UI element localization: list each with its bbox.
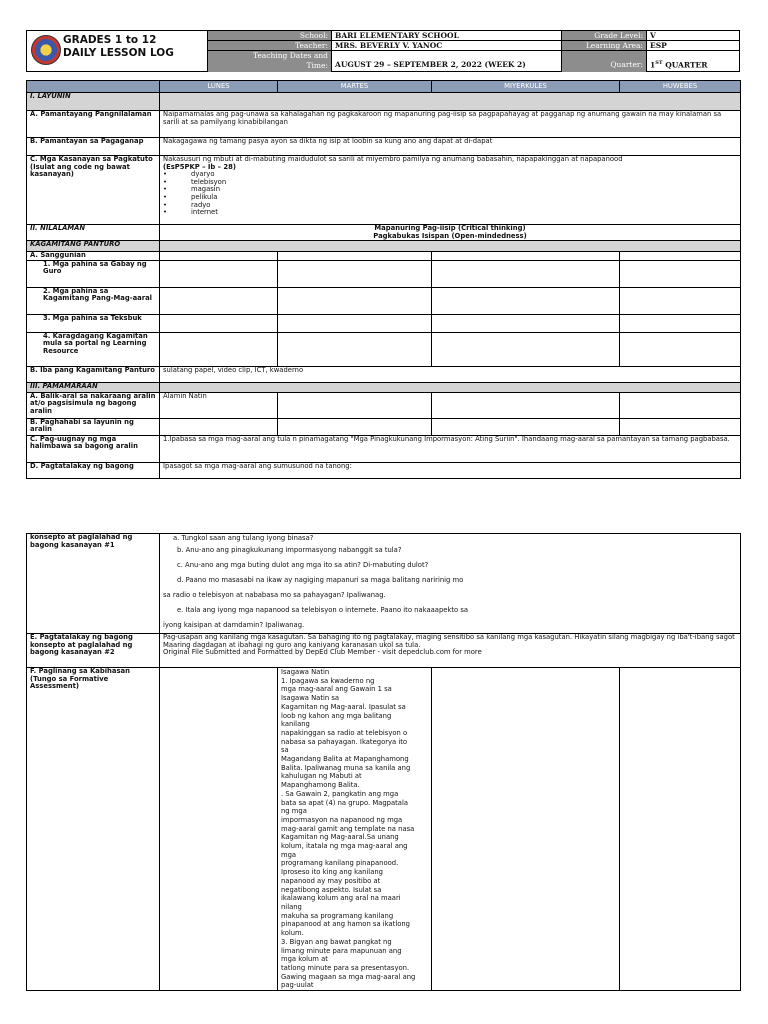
learning-area-value: ESP xyxy=(650,41,667,50)
header-title xyxy=(63,34,174,60)
row-teksbuk xyxy=(27,314,741,332)
row-nilalaman xyxy=(27,225,741,241)
f-line: kolum. xyxy=(281,929,304,938)
cell xyxy=(620,332,741,366)
f-line: Mapanghamong Balita. xyxy=(281,781,360,790)
list-item: • radyo xyxy=(163,202,737,210)
header-title-line1: GRADES 1 to 12 xyxy=(63,34,157,46)
section-layunin xyxy=(27,93,741,111)
cell xyxy=(620,260,741,287)
row-iba-pang-kagamitan xyxy=(27,366,741,382)
section-layunin-label: I. LAYUNIN xyxy=(27,93,160,111)
cell xyxy=(432,418,620,435)
row-c-content xyxy=(160,156,741,225)
day-martes: MARTES xyxy=(278,81,432,93)
f-line: sa xyxy=(281,746,289,755)
e-content xyxy=(160,634,741,668)
row-pamantayang-pangnilalaman xyxy=(27,111,741,138)
f-line: kanilang xyxy=(281,720,310,729)
row-gabay-guro xyxy=(27,260,741,287)
corner-cell xyxy=(27,81,160,93)
header-info-grid xyxy=(208,30,740,72)
f-line: Isagawa Natin sa xyxy=(281,694,340,703)
row-pamamaraan xyxy=(27,382,741,392)
cell xyxy=(160,252,278,261)
f-line: . Sa Gawain 2, pangkatin ang mga xyxy=(281,789,399,798)
row-a-label: A. Pamantayang Pangnilalaman xyxy=(27,111,160,138)
cell xyxy=(160,332,278,366)
f-line: Iproseso ito king ang kanilang xyxy=(281,868,383,877)
section-kagamitang-label: KAGAMITANG PANTURO xyxy=(27,241,160,252)
sanggunian-label: A. Sanggunian xyxy=(27,252,160,261)
quarter-label: Quarter: xyxy=(562,51,647,72)
media-list xyxy=(163,171,737,217)
cell xyxy=(278,418,432,435)
cell xyxy=(278,287,432,314)
f-line: kahulugan ng Mabuti at xyxy=(281,772,362,781)
teacher-value: MRS. BEVERLY V. YANOC xyxy=(332,41,562,50)
row-b-text: Nakagagawa ng tamang pasya ayon sa dikta ng isip at loobin sa kung ano ang dapat at di-dapat xyxy=(160,138,741,156)
learning-area-label: Learning Area: xyxy=(562,41,647,50)
quarter-value xyxy=(647,51,740,72)
lesson-log-header xyxy=(26,30,740,72)
row-pagtatalakay-1 xyxy=(27,462,741,478)
grade-level-value: V xyxy=(650,31,656,40)
section-nilalaman-label: II. NILALAMAN xyxy=(27,225,160,241)
pc-label: C. Pag-uugnay ng mga halimbawa sa bagong aralin xyxy=(27,435,160,462)
f-label: F. Paglinang sa Kabihasan (Tungo sa Formative Assessment) xyxy=(27,668,160,991)
cell xyxy=(620,314,741,332)
row-pagtatalakay-1-cont xyxy=(27,534,741,634)
list-item: • magasin xyxy=(163,186,737,194)
day-huwebes: HUWEBES xyxy=(620,81,741,93)
cell xyxy=(278,252,432,261)
list-item: • internet xyxy=(163,209,737,217)
row-paghahabi xyxy=(27,418,741,435)
pa-text: Alamin Natin xyxy=(160,392,278,418)
quarter-text: QUARTER xyxy=(665,60,708,70)
f-line: tatlong minute para sa presentasyon. xyxy=(281,963,410,972)
f-line: limang minute para mapunuan ang xyxy=(281,946,402,955)
row-c-code: (EsP5PKP – Ib – 28) xyxy=(163,162,236,171)
day-miyerkules: MIYERKULES xyxy=(432,81,620,93)
f-content xyxy=(278,668,432,991)
school-label: School: xyxy=(208,31,332,40)
cell xyxy=(160,314,278,332)
cell xyxy=(432,392,620,418)
nilalaman-line1: Mapanuring Pag-iisip (Critical thinking) xyxy=(374,224,526,232)
row-b-label: B. Pamantayan sa Pagaganap xyxy=(27,138,160,156)
cell xyxy=(278,332,432,366)
f-line: 3. Bigyan ang bawat pangkat ng xyxy=(281,937,392,946)
list-item: • pelikula xyxy=(163,194,737,202)
f-line: napanood ay may positibo at xyxy=(281,876,381,885)
teaching-dates-label-line2: Time: xyxy=(306,61,328,70)
row-c-label: C. Mga Kasanayan sa Pagkatuto (Isulat ang code ng bawat kasanayan) xyxy=(27,156,160,225)
cell xyxy=(278,260,432,287)
cell xyxy=(620,392,741,418)
cell xyxy=(432,332,620,366)
header-title-line2: DAILY LESSON LOG xyxy=(63,47,174,59)
lesson-plan-table-page2 xyxy=(26,533,741,991)
f-line: Kagamitan ng Mag-aaral. Ipasulat sa xyxy=(281,702,406,711)
question-a: a. Tungkol saan ang tulang iyong binasa? xyxy=(173,534,314,542)
f-line: ikalawang kolum ang aral na maari xyxy=(281,894,401,903)
cell xyxy=(620,252,741,261)
f-line: ng mga xyxy=(281,807,307,816)
quarter-number: 1 xyxy=(650,60,656,70)
f-line: kolum, itatala ng mga mag-aaral ang xyxy=(281,842,408,851)
f-line: napakinggan sa radio at telebisyon o xyxy=(281,728,408,737)
pc-text: 1.Ipabasa sa mga mag-aaral ang tula n pinamagatang "Mga Pinagkukunang Impormasyon: Ating Suriin". Ihandaang mag-aaral sa pamantayan sa tamang pagbabasa. xyxy=(160,435,741,462)
s2-label: 2. Mga pahina sa Kagamitang Pang-Mag-aaral xyxy=(27,287,160,314)
f-line: makuha sa programang kanilang xyxy=(281,911,394,920)
section-layunin-fill xyxy=(160,93,741,111)
e-text: Pag-usapan ang kanilang mga kasagutan. Sa bahaging ito ng pagtalakay, maging sensitibo sa kanilang mga kasagutan. Hikayatin silang magbigay ng iba't-ibang sagot Maaring dagdagan at ibahagi ng guro ang kaniyang karanasan ukol sa tula. xyxy=(163,633,735,649)
header-title-box xyxy=(26,30,208,72)
lesson-plan-table-page1 xyxy=(26,80,741,479)
pa-label: A. Balik-aral sa nakaraang aralin at/o pagsisimula ng bagong aralin xyxy=(27,392,160,418)
e-label: E. Pagtatalakay ng bagong konsepto at paglalahad ng bagong kasanayan #2 xyxy=(27,634,160,668)
cell xyxy=(432,260,620,287)
b2-label: B. Iba pang Kagamitang Panturo xyxy=(27,366,160,382)
question-d: d. Paano mo masasabi na ikaw ay nagiging mapanuri sa maga balitang naririnig mo xyxy=(177,576,464,584)
row-pagtatalakay-2 xyxy=(27,634,741,668)
row-sanggunian xyxy=(27,252,741,261)
list-item: • telebisyon xyxy=(163,179,737,187)
nilalaman-content xyxy=(160,225,741,241)
cell xyxy=(432,287,620,314)
cell xyxy=(278,314,432,332)
teacher-label: Teacher: xyxy=(208,41,332,50)
f-line: nabasa sa pahayagan. Ikategorya ito xyxy=(281,737,408,746)
cell xyxy=(432,668,620,991)
pd-label: D. Pagtatalakay ng bagong xyxy=(27,462,160,478)
f-line: mga kolum at xyxy=(281,955,328,964)
row-balik-aral xyxy=(27,392,741,418)
row-kagamitang-mag-aaral xyxy=(27,287,741,314)
cell xyxy=(620,287,741,314)
f-line: nilang xyxy=(281,902,302,911)
f-line: Magandang Balita at Mapanghamong xyxy=(281,755,409,764)
b2-text: sulatang papel, video clip, ICT, kwaderno xyxy=(160,366,741,382)
f-line: mga mag-aaral ang Gawain 1 sa xyxy=(281,685,392,694)
school-value: BARI ELEMENTARY SCHOOL xyxy=(332,31,562,40)
cell xyxy=(620,418,741,435)
row-paglinang xyxy=(27,668,741,991)
row-pamantayan-sa-pagaganap xyxy=(27,138,741,156)
f-line: Kagamitan ng Mag-aaral.Sa unang xyxy=(281,833,399,842)
question-e-cont: iyong kaisipan at damdamin? Ipaliwanag. xyxy=(163,621,305,629)
f-line: negatibong aspekto. Isulat sa xyxy=(281,885,382,894)
deped-seal-icon xyxy=(31,35,61,65)
section-pamamaraan-label: III. PAMAMARAAN xyxy=(27,382,160,392)
days-header-row xyxy=(27,81,741,93)
f-line: Isagawa Natin xyxy=(281,668,330,676)
f-line: programang kanilang pinapanood. xyxy=(281,859,399,868)
s4-label: 4. Karagdagang Kagamitan mula sa portal ng Learning Resource xyxy=(27,332,160,366)
section-pamamaraan-fill xyxy=(160,382,741,392)
f-line: bata sa apat (4) na grupo. Magpatala xyxy=(281,798,409,807)
row-pag-uugnay xyxy=(27,435,741,462)
section-kagamitang-fill xyxy=(160,241,741,252)
f-line: impormasyon na napanood ng mga xyxy=(281,815,403,824)
f-line: pag-uulat xyxy=(281,981,314,990)
cell xyxy=(160,418,278,435)
question-e: e. Itala ang iyong mga napanood sa telebisyon o internete. Paano ito nakaaapekto sa xyxy=(177,606,469,614)
grade-level-label: Grade Level: xyxy=(562,31,647,40)
cell xyxy=(432,314,620,332)
teaching-dates-value: AUGUST 29 – SEPTEMBER 2, 2022 (WEEK 2) xyxy=(332,51,562,72)
day-lunes: LUNES xyxy=(160,81,278,93)
questions-cell xyxy=(160,534,741,634)
row-karagdagang-kagamitan xyxy=(27,332,741,366)
cell xyxy=(160,668,278,991)
teaching-dates-label xyxy=(208,51,332,72)
row-mga-kasanayan xyxy=(27,156,741,225)
row-a-text: Naipamamalas ang pag-unawa sa kahalagahan ng pagkakaroon ng mapanuring pag-iisip sa pagpapahayag at pagganap ng anumang gawain na may kinalaman sa sarili at sa pamilyang kinabibilangan xyxy=(160,111,741,138)
d-cont-label: konsepto at paglalahad ng bagong kasanayan #1 xyxy=(27,534,160,634)
question-b: b. Anu-ano ang pinagkukunang impormasyong nabanggit sa tula? xyxy=(177,546,402,554)
teaching-dates-label-line1: Teaching Dates and xyxy=(252,51,328,60)
e-footer: Original File Submitted and Formatted by DepEd Club Member - visit depedclub.com for more xyxy=(163,648,482,657)
list-item: • dyaryo xyxy=(163,171,737,179)
cell xyxy=(620,668,741,991)
question-c: c. Anu-ano ang mga buting dulot ang mga ito sa atin? Di-mabuting dulot? xyxy=(177,561,429,569)
cell xyxy=(278,392,432,418)
s3-label: 3. Mga pahina sa Teksbuk xyxy=(27,314,160,332)
pb-label: B. Paghahabi sa layunin ng aralin xyxy=(27,418,160,435)
question-d-cont: sa radio o telebisyon at nababasa mo sa pahayagan? Ipaliwanag. xyxy=(163,591,386,599)
f-line: mga xyxy=(281,850,297,859)
f-line: 1. Ipagawa sa kwaderno ng xyxy=(281,676,375,685)
s1-label: 1. Mga pahina sa Gabay ng Guro xyxy=(27,260,160,287)
nilalaman-line2: Pagkabukas Isispan (Open-mindedness) xyxy=(373,231,527,240)
f-line: loob ng kahon ang mga balitang xyxy=(281,711,392,720)
cell xyxy=(160,287,278,314)
f-line: mag-aaral gamit ang template na nasa xyxy=(281,824,415,833)
f-line: pinapanood at ang hamon sa ikatlong xyxy=(281,920,410,929)
pd-text: Ipasagot sa mga mag-aaral ang sumusunod na tanong: xyxy=(160,462,741,478)
cell xyxy=(160,260,278,287)
f-line: Balita. Ipaliwanag muna sa kanila ang xyxy=(281,763,411,772)
f-line: Gawing magaan sa mga mag-aaral ang xyxy=(281,972,416,981)
row-c-text: Nakasusuri ng mbuti at di-mabuting maidudulot sa sarili at miyembro pamilya ng anumang babasahin, napapakinggan at napapanood xyxy=(163,155,623,163)
row-kagamitang-panturo xyxy=(27,241,741,252)
cell xyxy=(432,252,620,261)
quarter-suffix: ST xyxy=(655,60,663,66)
